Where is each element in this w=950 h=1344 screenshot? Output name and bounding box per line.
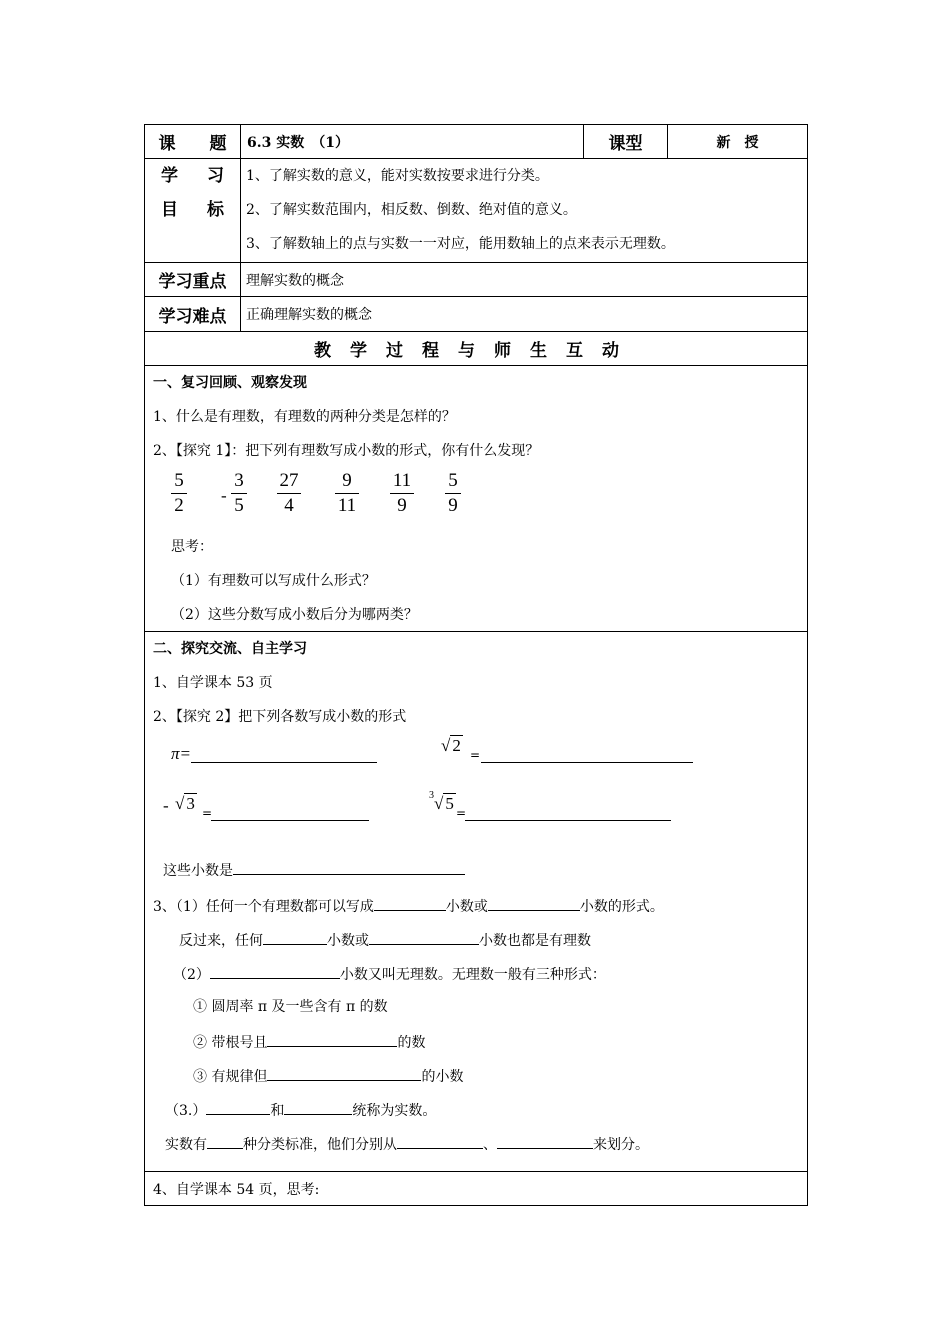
fraction-bar: [171, 493, 187, 494]
blank[interactable]: [497, 1132, 593, 1149]
blank[interactable]: [267, 1064, 421, 1081]
section3-row: [145, 1172, 808, 1206]
fraction-bar: [277, 493, 301, 494]
fraction-denominator: 9: [397, 495, 407, 516]
form-2: ② 带根号且 的数: [193, 1030, 425, 1052]
cbrt-icon: √: [434, 794, 444, 813]
sqrt3-blank[interactable]: [211, 804, 369, 821]
fraction-sign: -: [221, 486, 227, 505]
sqrt2-eq: =: [470, 748, 481, 762]
step-3-1: 3、（1）任何一个有理数都可以写成 小数或 小数的形式。: [153, 894, 664, 916]
fraction-denominator: 5: [234, 495, 244, 516]
pi-blank[interactable]: [191, 746, 377, 763]
goals-row: [145, 159, 808, 263]
lesson-plan-table: [144, 124, 808, 1206]
blank[interactable]: [488, 894, 580, 911]
key-point-label: 学习重点: [145, 263, 241, 297]
header-row: [145, 125, 808, 159]
difficulty-label: 学习难点: [145, 297, 241, 332]
goals-list: [241, 159, 808, 263]
step-3-3: （3.） 和 统称为实数。: [165, 1098, 436, 1120]
topic-value: 6.3 实数 （1）: [241, 125, 584, 159]
fraction: [171, 470, 187, 517]
topic-label: 课 题: [145, 125, 241, 159]
sqrt-icon: √: [175, 794, 185, 813]
goal-item: 2、了解实数范围内，相反数、倒数、绝对值的意义。: [246, 202, 577, 218]
pi-label: π=: [171, 744, 191, 763]
think-label: 思考：: [171, 539, 213, 555]
goal-item: 3、了解数轴上的点与实数一一对应，能用数轴上的点来表示无理数。: [246, 236, 675, 252]
key-point-value: 理解实数的概念: [241, 263, 808, 297]
step-1: 1、自学课本 53 页: [153, 675, 273, 691]
process-title: 教学过程与师生互动: [145, 332, 808, 366]
fraction-numerator: 3: [234, 470, 244, 491]
fraction-numerator: 27: [279, 470, 299, 491]
sqrt3-eq: =: [202, 806, 213, 820]
blank[interactable]: [207, 1132, 243, 1149]
key-point-row: [145, 263, 808, 297]
fraction: [335, 470, 359, 517]
converse-line: 反过来，任何 小数或 小数也都是有理数: [179, 928, 591, 950]
section1-title: 一、复习回顾、观察发现: [153, 375, 307, 391]
fraction-bar: [445, 493, 461, 494]
difficulty-row: [145, 297, 808, 332]
think-question-1: （1）有理数可以写成什么形式？: [171, 573, 376, 589]
form-1: ① 圆周率 π 及一些含有 π 的数: [193, 999, 388, 1015]
blank[interactable]: [263, 928, 327, 945]
blank[interactable]: [206, 1098, 270, 1115]
question-2: 2、【探究 1】：把下列有理数写成小数的形式，你有什么发现？: [153, 443, 540, 459]
cbrt5-eq: =: [456, 806, 467, 820]
fraction-denominator: 9: [448, 495, 458, 516]
fraction-denominator: 11: [337, 495, 357, 516]
blank[interactable]: [210, 962, 340, 979]
these-decimals: 这些小数是: [163, 858, 465, 880]
type-label: 课型: [584, 125, 668, 159]
type-value: 新 授: [668, 125, 808, 159]
step-2: 2、【探究 2】把下列各数写成小数的形式: [153, 709, 407, 725]
fraction-numerator: 5: [448, 470, 458, 491]
section1: [145, 366, 808, 632]
fraction: [445, 470, 461, 517]
blank[interactable]: [374, 894, 446, 911]
these-decimals-blank[interactable]: [233, 858, 465, 875]
sqrt3-expr: √ 3: [175, 794, 195, 813]
blank[interactable]: [267, 1030, 397, 1047]
sqrt-icon: √: [441, 736, 451, 755]
cbrt5-expr: $^3$√ 5: [429, 790, 454, 813]
neg-sign: -: [163, 796, 169, 815]
cbrt5-blank[interactable]: [465, 804, 671, 821]
section2-row: [145, 632, 808, 1172]
sqrt2-blank[interactable]: [481, 746, 693, 763]
fraction-numerator: 11: [392, 470, 412, 491]
fraction: [231, 470, 247, 517]
blank[interactable]: [397, 1132, 483, 1149]
form-3: ③ 有规律但 的小数: [193, 1064, 463, 1086]
blank[interactable]: [369, 928, 479, 945]
section1-row: [145, 366, 808, 632]
think-question-2: （2）这些分数写成小数后分为哪两类？: [171, 607, 418, 623]
step-3-2: （2） 小数又叫无理数。无理数一般有三种形式：: [173, 962, 606, 984]
goal-item: 1、了解实数的意义，能对实数按要求进行分类。: [246, 168, 549, 184]
step-4: 4、自学课本 54 页，思考:: [145, 1172, 808, 1206]
fraction-bar: [390, 493, 414, 494]
fraction-denominator: 2: [174, 495, 184, 516]
goals-label: 学 习 目 标: [145, 159, 241, 263]
section2-title: 二、探究交流、自主学习: [153, 641, 307, 657]
fraction-bar: [231, 493, 247, 494]
fraction-numerator: 9: [342, 470, 352, 491]
section2: [145, 632, 808, 1172]
fraction-denominator: 4: [284, 495, 294, 516]
fraction-numerator: 5: [174, 470, 184, 491]
fraction: [277, 470, 301, 517]
blank[interactable]: [284, 1098, 352, 1115]
fraction-bar: [335, 493, 359, 494]
fraction: [390, 470, 414, 517]
question-1: 1、什么是有理数，有理数的两种分类是怎样的？: [153, 409, 456, 425]
sqrt2-expr: √ 2: [441, 736, 461, 755]
real-classification: 实数有 种分类标准，他们分别从 、 来划分。: [165, 1132, 649, 1154]
process-title-row: [145, 332, 808, 366]
difficulty-value: 正确理解实数的概念: [241, 297, 808, 332]
